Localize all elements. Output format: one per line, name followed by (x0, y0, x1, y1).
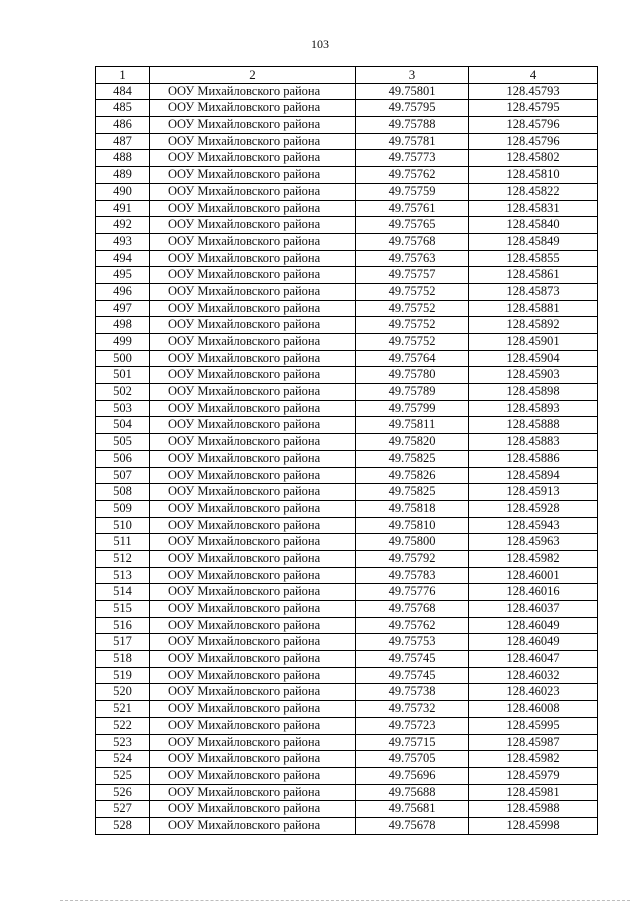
longitude-cell: 128.45840 (469, 217, 598, 234)
longitude-cell: 128.45796 (469, 117, 598, 134)
longitude-cell: 128.46032 (469, 667, 598, 684)
row-number-cell: 491 (96, 200, 150, 217)
latitude-cell: 49.75723 (356, 717, 469, 734)
row-number-cell: 494 (96, 250, 150, 267)
object-name-cell: ООУ Михайловского района (150, 317, 356, 334)
object-name-cell: ООУ Михайловского района (150, 784, 356, 801)
object-name-cell: ООУ Михайловского района (150, 701, 356, 718)
page-bottom-edge (60, 900, 630, 901)
table-row (96, 183, 598, 200)
latitude-cell: 49.75820 (356, 434, 469, 451)
column-header-2: 2 (150, 67, 356, 84)
row-number-cell: 498 (96, 317, 150, 334)
longitude-cell: 128.45893 (469, 400, 598, 417)
object-name-cell: ООУ Михайловского района (150, 250, 356, 267)
table-row (96, 150, 598, 167)
row-number-cell: 510 (96, 517, 150, 534)
table-row (96, 667, 598, 684)
row-number-cell: 487 (96, 133, 150, 150)
row-number-cell: 489 (96, 167, 150, 184)
table-row (96, 500, 598, 517)
latitude-cell: 49.75678 (356, 817, 469, 834)
object-name-cell: ООУ Михайловского района (150, 200, 356, 217)
row-number-cell: 500 (96, 350, 150, 367)
latitude-cell: 49.75752 (356, 300, 469, 317)
latitude-cell: 49.75792 (356, 550, 469, 567)
table-row (96, 701, 598, 718)
latitude-cell: 49.75799 (356, 400, 469, 417)
object-name-cell: ООУ Михайловского района (150, 500, 356, 517)
latitude-cell: 49.75752 (356, 334, 469, 351)
row-number-cell: 525 (96, 767, 150, 784)
longitude-cell: 128.45795 (469, 100, 598, 117)
row-number-cell: 511 (96, 534, 150, 551)
object-name-cell: ООУ Михайловского района (150, 801, 356, 818)
latitude-cell: 49.75761 (356, 200, 469, 217)
table-row (96, 250, 598, 267)
object-name-cell: ООУ Михайловского района (150, 434, 356, 451)
longitude-cell: 128.45928 (469, 500, 598, 517)
longitude-cell: 128.45855 (469, 250, 598, 267)
table-row (96, 217, 598, 234)
table-row (96, 384, 598, 401)
column-header-1: 1 (96, 67, 150, 84)
longitude-cell: 128.45979 (469, 767, 598, 784)
row-number-cell: 524 (96, 751, 150, 768)
row-number-cell: 508 (96, 484, 150, 501)
longitude-cell: 128.45822 (469, 183, 598, 200)
row-number-cell: 499 (96, 334, 150, 351)
longitude-cell: 128.46049 (469, 634, 598, 651)
object-name-cell: ООУ Михайловского района (150, 667, 356, 684)
longitude-cell: 128.45981 (469, 784, 598, 801)
table-row (96, 467, 598, 484)
latitude-cell: 49.75783 (356, 567, 469, 584)
latitude-cell: 49.75801 (356, 83, 469, 100)
longitude-cell: 128.45831 (469, 200, 598, 217)
table-row (96, 684, 598, 701)
row-number-cell: 488 (96, 150, 150, 167)
object-name-cell: ООУ Михайловского района (150, 83, 356, 100)
table-row (96, 417, 598, 434)
row-number-cell: 518 (96, 651, 150, 668)
object-name-cell: ООУ Михайловского района (150, 100, 356, 117)
latitude-cell: 49.75768 (356, 601, 469, 618)
object-name-cell: ООУ Михайловского района (150, 484, 356, 501)
table-row (96, 300, 598, 317)
page-number: 103 (311, 37, 329, 51)
latitude-cell: 49.75753 (356, 634, 469, 651)
row-number-cell: 495 (96, 267, 150, 284)
object-name-cell: ООУ Михайловского района (150, 267, 356, 284)
latitude-cell: 49.75789 (356, 384, 469, 401)
table-row (96, 517, 598, 534)
object-name-cell: ООУ Михайловского района (150, 550, 356, 567)
table-row (96, 534, 598, 551)
longitude-cell: 128.45793 (469, 83, 598, 100)
object-name-cell: ООУ Михайловского района (150, 167, 356, 184)
table-row (96, 367, 598, 384)
row-number-cell: 485 (96, 100, 150, 117)
latitude-cell: 49.75800 (356, 534, 469, 551)
object-name-cell: ООУ Михайловского района (150, 584, 356, 601)
longitude-cell: 128.45903 (469, 367, 598, 384)
latitude-cell: 49.75752 (356, 317, 469, 334)
object-name-cell: ООУ Михайловского района (150, 384, 356, 401)
object-name-cell: ООУ Михайловского района (150, 684, 356, 701)
object-name-cell: ООУ Михайловского района (150, 751, 356, 768)
latitude-cell: 49.75763 (356, 250, 469, 267)
object-name-cell: ООУ Михайловского района (150, 400, 356, 417)
table-row (96, 817, 598, 834)
object-name-cell: ООУ Михайловского района (150, 300, 356, 317)
longitude-cell: 128.46037 (469, 601, 598, 618)
row-number-cell: 515 (96, 601, 150, 618)
latitude-cell: 49.75688 (356, 784, 469, 801)
row-number-cell: 504 (96, 417, 150, 434)
row-number-cell: 503 (96, 400, 150, 417)
object-name-cell: ООУ Михайловского района (150, 601, 356, 618)
latitude-cell: 49.75738 (356, 684, 469, 701)
longitude-cell: 128.45886 (469, 450, 598, 467)
longitude-cell: 128.45881 (469, 300, 598, 317)
table-row (96, 601, 598, 618)
table-row (96, 550, 598, 567)
longitude-cell: 128.45998 (469, 817, 598, 834)
row-number-cell: 507 (96, 467, 150, 484)
latitude-cell: 49.75757 (356, 267, 469, 284)
object-name-cell: ООУ Михайловского района (150, 634, 356, 651)
table-header-row (96, 67, 598, 84)
object-name-cell: ООУ Михайловского района (150, 617, 356, 634)
table-row (96, 651, 598, 668)
object-name-cell: ООУ Михайловского района (150, 417, 356, 434)
longitude-cell: 128.45898 (469, 384, 598, 401)
object-name-cell: ООУ Михайловского района (150, 651, 356, 668)
latitude-cell: 49.75781 (356, 133, 469, 150)
latitude-cell: 49.75795 (356, 100, 469, 117)
object-name-cell: ООУ Михайловского района (150, 283, 356, 300)
table-row (96, 584, 598, 601)
row-number-cell: 528 (96, 817, 150, 834)
latitude-cell: 49.75759 (356, 183, 469, 200)
table-row (96, 484, 598, 501)
longitude-cell: 128.45901 (469, 334, 598, 351)
object-name-cell: ООУ Михайловского района (150, 734, 356, 751)
object-name-cell: ООУ Михайловского района (150, 517, 356, 534)
latitude-cell: 49.75762 (356, 167, 469, 184)
longitude-cell: 128.45873 (469, 283, 598, 300)
object-name-cell: ООУ Михайловского района (150, 150, 356, 167)
column-header-3: 3 (356, 67, 469, 84)
object-name-cell: ООУ Михайловского района (150, 133, 356, 150)
table-row (96, 434, 598, 451)
table-row (96, 167, 598, 184)
longitude-cell: 128.45982 (469, 751, 598, 768)
table-row (96, 400, 598, 417)
row-number-cell: 513 (96, 567, 150, 584)
object-name-cell: ООУ Михайловского района (150, 450, 356, 467)
latitude-cell: 49.75818 (356, 500, 469, 517)
row-number-cell: 526 (96, 784, 150, 801)
latitude-cell: 49.75825 (356, 484, 469, 501)
table-row (96, 751, 598, 768)
table-row (96, 801, 598, 818)
coordinates-table (95, 66, 598, 835)
row-number-cell: 486 (96, 117, 150, 134)
longitude-cell: 128.45802 (469, 150, 598, 167)
object-name-cell: ООУ Михайловского района (150, 117, 356, 134)
row-number-cell: 496 (96, 283, 150, 300)
row-number-cell: 490 (96, 183, 150, 200)
table-row (96, 734, 598, 751)
row-number-cell: 514 (96, 584, 150, 601)
row-number-cell: 506 (96, 450, 150, 467)
table-row (96, 350, 598, 367)
row-number-cell: 523 (96, 734, 150, 751)
object-name-cell: ООУ Михайловского района (150, 217, 356, 234)
latitude-cell: 49.75764 (356, 350, 469, 367)
row-number-cell: 509 (96, 500, 150, 517)
longitude-cell: 128.45892 (469, 317, 598, 334)
latitude-cell: 49.75811 (356, 417, 469, 434)
latitude-cell: 49.75825 (356, 450, 469, 467)
table-row (96, 317, 598, 334)
object-name-cell: ООУ Михайловского района (150, 817, 356, 834)
row-number-cell: 516 (96, 617, 150, 634)
table-row (96, 717, 598, 734)
longitude-cell: 128.45988 (469, 801, 598, 818)
longitude-cell: 128.45913 (469, 484, 598, 501)
longitude-cell: 128.45810 (469, 167, 598, 184)
longitude-cell: 128.46047 (469, 651, 598, 668)
longitude-cell: 128.45943 (469, 517, 598, 534)
object-name-cell: ООУ Михайловского района (150, 567, 356, 584)
row-number-cell: 492 (96, 217, 150, 234)
longitude-cell: 128.46016 (469, 584, 598, 601)
longitude-cell: 128.45904 (469, 350, 598, 367)
object-name-cell: ООУ Михайловского района (150, 367, 356, 384)
longitude-cell: 128.46008 (469, 701, 598, 718)
row-number-cell: 521 (96, 701, 150, 718)
longitude-cell: 128.45982 (469, 550, 598, 567)
table-row (96, 567, 598, 584)
table-row (96, 133, 598, 150)
row-number-cell: 501 (96, 367, 150, 384)
longitude-cell: 128.46023 (469, 684, 598, 701)
row-number-cell: 497 (96, 300, 150, 317)
latitude-cell: 49.75776 (356, 584, 469, 601)
longitude-cell: 128.45861 (469, 267, 598, 284)
object-name-cell: ООУ Михайловского района (150, 467, 356, 484)
row-number-cell: 505 (96, 434, 150, 451)
latitude-cell: 49.75752 (356, 283, 469, 300)
longitude-cell: 128.45888 (469, 417, 598, 434)
latitude-cell: 49.75715 (356, 734, 469, 751)
longitude-cell: 128.46001 (469, 567, 598, 584)
table-body (96, 83, 598, 834)
latitude-cell: 49.75810 (356, 517, 469, 534)
latitude-cell: 49.75732 (356, 701, 469, 718)
table-row (96, 334, 598, 351)
longitude-cell: 128.45883 (469, 434, 598, 451)
row-number-cell: 522 (96, 717, 150, 734)
row-number-cell: 493 (96, 233, 150, 250)
table-row (96, 200, 598, 217)
latitude-cell: 49.75681 (356, 801, 469, 818)
table-row (96, 283, 598, 300)
table-row (96, 784, 598, 801)
row-number-cell: 484 (96, 83, 150, 100)
table-row (96, 233, 598, 250)
latitude-cell: 49.75745 (356, 667, 469, 684)
latitude-cell: 49.75773 (356, 150, 469, 167)
longitude-cell: 128.45894 (469, 467, 598, 484)
row-number-cell: 520 (96, 684, 150, 701)
table-row (96, 267, 598, 284)
latitude-cell: 49.75762 (356, 617, 469, 634)
table-row (96, 617, 598, 634)
latitude-cell: 49.75745 (356, 651, 469, 668)
longitude-cell: 128.45987 (469, 734, 598, 751)
row-number-cell: 519 (96, 667, 150, 684)
latitude-cell: 49.75765 (356, 217, 469, 234)
row-number-cell: 517 (96, 634, 150, 651)
table-row (96, 83, 598, 100)
object-name-cell: ООУ Михайловского района (150, 334, 356, 351)
latitude-cell: 49.75696 (356, 767, 469, 784)
object-name-cell: ООУ Михайловского района (150, 183, 356, 200)
longitude-cell: 128.45995 (469, 717, 598, 734)
object-name-cell: ООУ Михайловского района (150, 233, 356, 250)
latitude-cell: 49.75788 (356, 117, 469, 134)
longitude-cell: 128.45963 (469, 534, 598, 551)
table-row (96, 100, 598, 117)
object-name-cell: ООУ Михайловского района (150, 350, 356, 367)
table-row (96, 450, 598, 467)
latitude-cell: 49.75826 (356, 467, 469, 484)
table-row (96, 117, 598, 134)
latitude-cell: 49.75780 (356, 367, 469, 384)
latitude-cell: 49.75705 (356, 751, 469, 768)
column-header-4: 4 (469, 67, 598, 84)
table-row (96, 767, 598, 784)
object-name-cell: ООУ Михайловского района (150, 717, 356, 734)
row-number-cell: 527 (96, 801, 150, 818)
object-name-cell: ООУ Михайловского района (150, 534, 356, 551)
longitude-cell: 128.45849 (469, 233, 598, 250)
latitude-cell: 49.75768 (356, 233, 469, 250)
longitude-cell: 128.45796 (469, 133, 598, 150)
object-name-cell: ООУ Михайловского района (150, 767, 356, 784)
longitude-cell: 128.46049 (469, 617, 598, 634)
row-number-cell: 502 (96, 384, 150, 401)
table-row (96, 634, 598, 651)
row-number-cell: 512 (96, 550, 150, 567)
